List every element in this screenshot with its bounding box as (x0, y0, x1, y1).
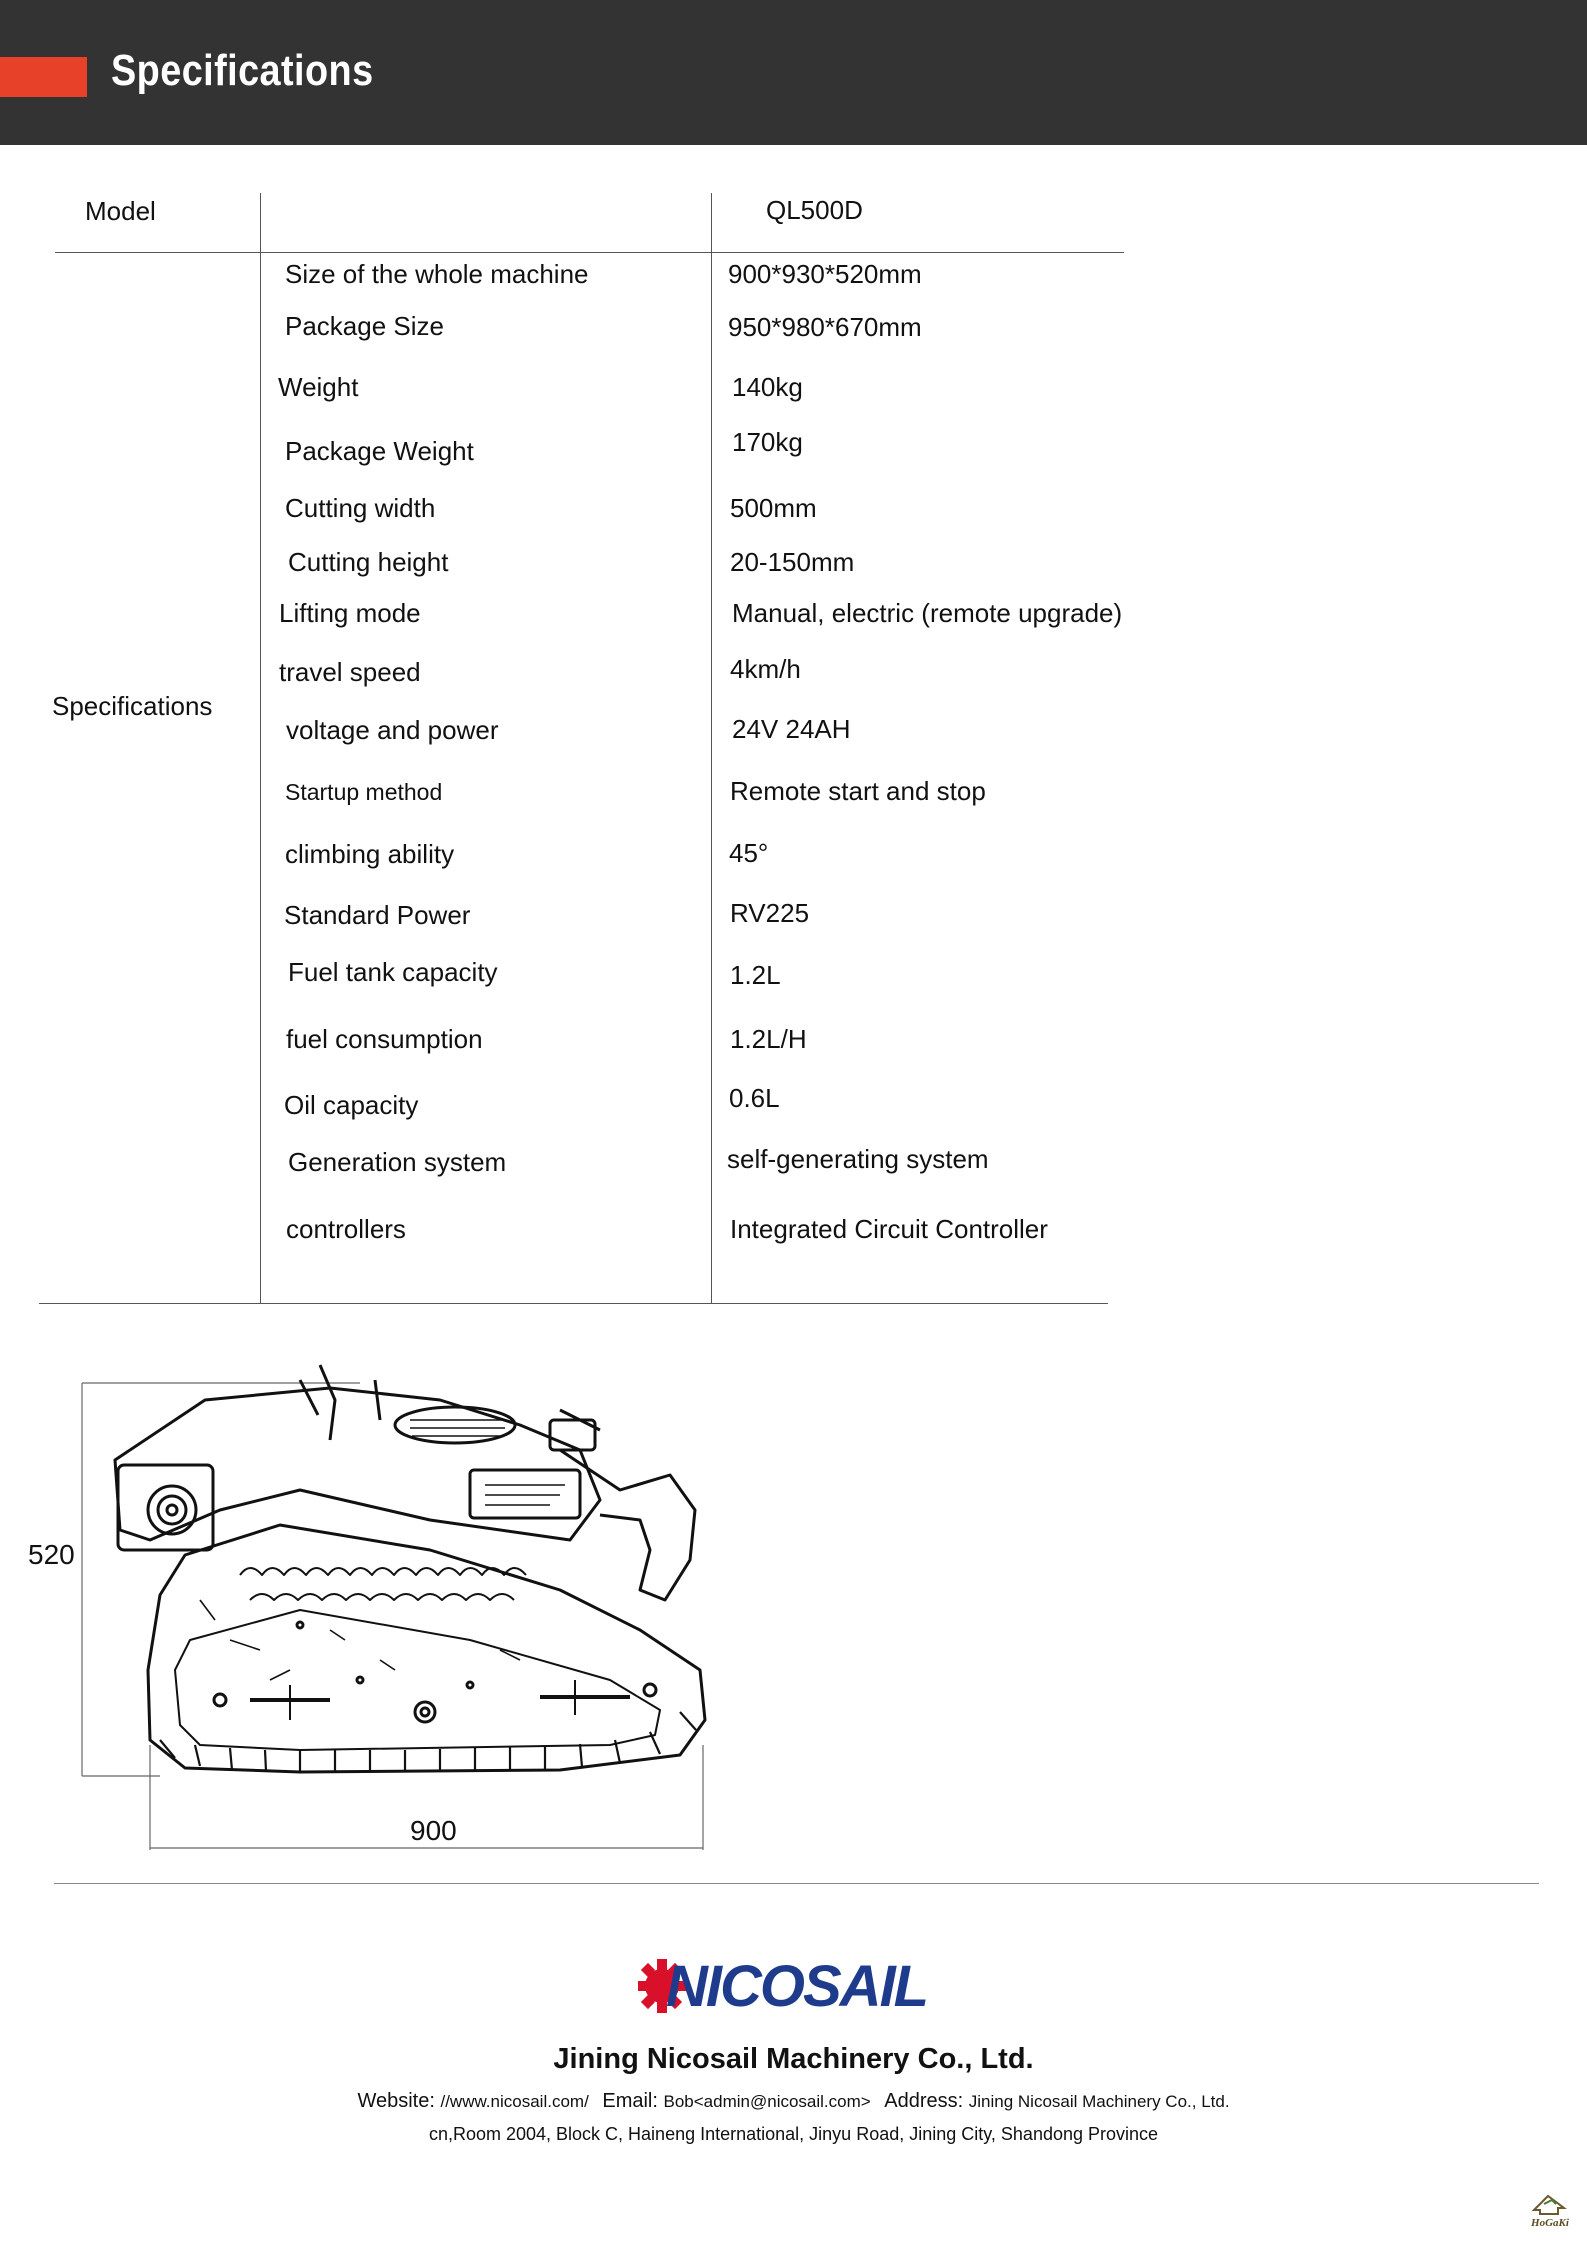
spec-value: self-generating system (727, 1144, 989, 1174)
company-logo (638, 1953, 938, 2023)
email-link[interactable]: Bob<admin@nicosail.com> (663, 2092, 871, 2111)
spec-value: 24V 24AH (732, 714, 851, 744)
spec-value: 45° (729, 838, 769, 868)
table-bottom-rule (39, 1303, 1108, 1304)
machine-dimension-drawing (0, 1340, 760, 1880)
spec-label: Size of the whole machine (285, 259, 589, 289)
spec-label: Lifting mode (279, 598, 421, 628)
address-label: Address: (884, 2090, 964, 2112)
footer-rule (54, 1883, 1539, 1884)
spec-label: Weight (278, 372, 359, 402)
website-link[interactable]: //www.nicosail.com/ (440, 2092, 589, 2111)
spec-value: 1.2L (730, 960, 781, 990)
spec-label: climbing ability (285, 839, 455, 869)
spec-label: Generation system (288, 1147, 507, 1177)
address-line1: Jining Nicosail Machinery Co., Ltd. (968, 2092, 1230, 2111)
email-label: Email: (602, 2090, 658, 2112)
spec-value: 950*980*670mm (728, 312, 922, 342)
spec-value: 500mm (730, 493, 817, 523)
table-divider-col2 (711, 193, 712, 1303)
spec-value: Remote start and stop (730, 776, 986, 806)
spec-label: controllers (286, 1214, 406, 1244)
spec-value: 170kg (732, 427, 803, 457)
spec-value: 140kg (732, 372, 803, 402)
watermark-text: HoGaKi (1531, 2217, 1569, 2229)
spec-label: Cutting height (288, 547, 449, 577)
spec-label: voltage and power (286, 715, 499, 745)
spec-value: 1.2L/H (730, 1024, 807, 1054)
spec-label: Package Size (285, 311, 444, 341)
company-name: Jining Nicosail Machinery Co., Ltd. (553, 2043, 1034, 2075)
dimension-width-label: 900 (410, 1815, 457, 1846)
specifications-group-label: Specifications (52, 691, 213, 721)
company-logo-text: NICOSAIL (666, 1954, 928, 2019)
spec-label: Fuel tank capacity (288, 957, 498, 987)
house-logo-icon (1530, 2190, 1570, 2216)
contact-line (0, 2090, 1587, 2113)
header-accent-bar (0, 57, 87, 97)
spec-value: RV225 (730, 898, 810, 928)
table-divider-col1 (260, 193, 261, 1303)
watermark (1520, 2190, 1580, 2240)
spec-value: 900*930*520mm (728, 259, 922, 289)
website-label: Website: (357, 2090, 435, 2112)
spec-label: Startup method (285, 779, 443, 805)
page-title: Specifications (111, 46, 374, 95)
model-label: Model (85, 196, 156, 226)
spec-label: fuel consumption (286, 1024, 483, 1054)
spec-value: 4km/h (730, 654, 801, 684)
spec-value: Manual, electric (remote upgrade) (732, 598, 1123, 628)
header-band (0, 0, 1587, 145)
address-line2: cn,Room 2004, Block C, Haineng International, Jinyu Road, Jining City, Shandong Province (428, 2124, 1159, 2144)
spec-label: Oil capacity (284, 1090, 419, 1120)
model-value: QL500D (766, 195, 863, 225)
table-model-rule (55, 252, 1124, 253)
spec-value: Integrated Circuit Controller (730, 1214, 1048, 1244)
spec-label: Standard Power (284, 900, 471, 930)
spec-value: 20-150mm (730, 547, 855, 577)
spec-label: travel speed (279, 657, 421, 687)
spec-label: Cutting width (285, 493, 436, 523)
spec-label: Package Weight (285, 436, 474, 466)
dimension-height-label: 520 (28, 1539, 75, 1570)
spec-value: 0.6L (729, 1083, 780, 1113)
